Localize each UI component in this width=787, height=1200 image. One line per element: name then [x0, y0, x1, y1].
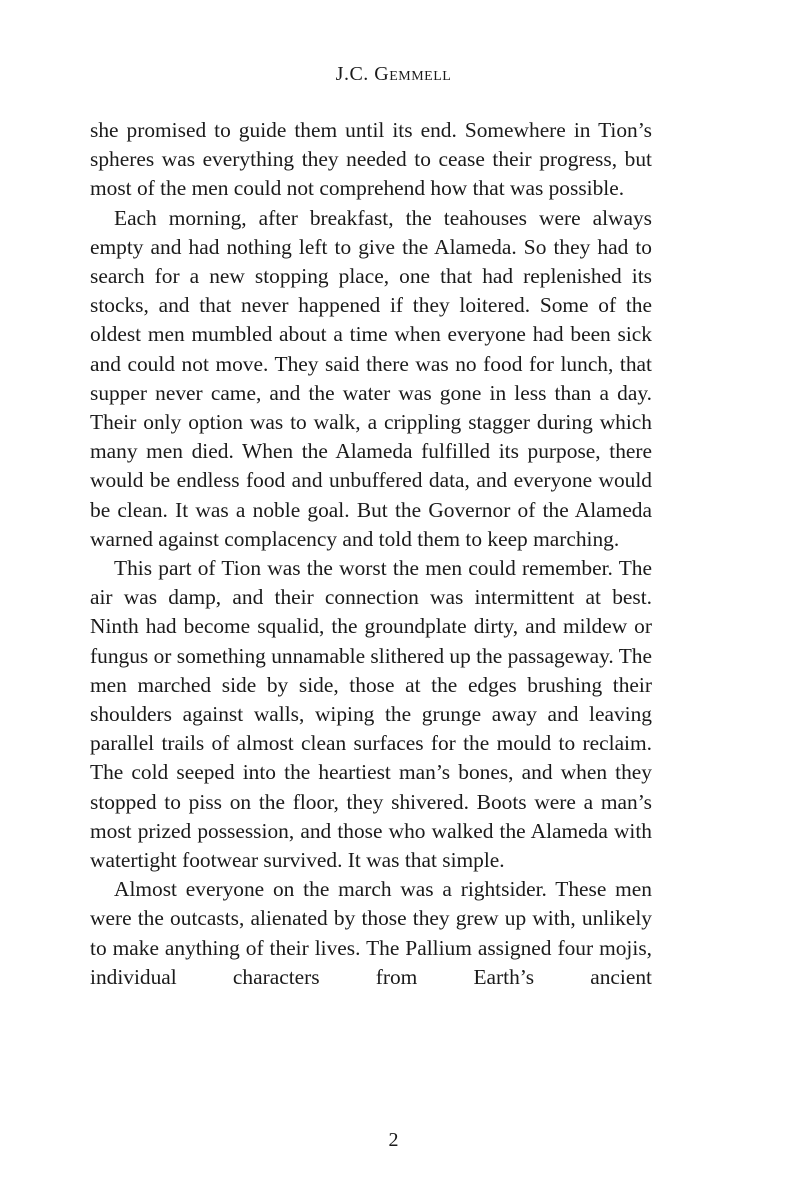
running-header [0, 62, 787, 86]
paragraph-1: she promised to guide them until its end. Somewhere in Tion’s spheres was everything they needed to cease their progress, but most of the men could not comprehend how that was possible. [90, 118, 652, 201]
paragraph-2: Each morning, after breakfast, the teahouses were always empty and had nothing left to give the Alameda. So they had to search for a new stopping place, one that had replenished its stocks, and that never happened if they loitered. Some of the oldest men mumbled about a time when everyone had been sick and could not move. They said there was no food for lunch, that supper never came, and the water was gone in less than a day. Their only option was to walk, a crippling stagger during which many men died. When the Alameda fulfilled its purpose, there would be endless food and unbuffered data, and everyone would be clean. It was a noble goal. But the Governor of the Alameda warned against complacency and told them to keep marching. [90, 205, 652, 551]
paragraph-3: This part of Tion was the worst the men could remember. The air was damp, and their connection was intermittent at best. Ninth had become squalid, the groundplate dirty, and mildew or fungus or something unnamable slithered up the passageway. The men marched side by side, those at the edges brushing their shoulders against walls, wiping the grunge away and leaving parallel trails of almost clean surfaces for the mould to reclaim. The cold seeped into the heartiest man’s bones, and when they stopped to piss on the floor, they shivered. Boots were a man’s most prized possession, and those who walked the Alameda with watertight footwear survived. It was that simple. [90, 556, 652, 873]
page-number: 2 [388, 1129, 399, 1151]
body-text [90, 116, 652, 992]
paragraph-4: Almost everyone on the march was a rightsider. These men were the outcasts, alienated by those they grew up with, unlikely to make anything of their lives. The Pallium assigned four mojis, individual characters from Earth’s ancient [90, 877, 652, 989]
author-name: J.C. Gemmell [335, 63, 452, 85]
